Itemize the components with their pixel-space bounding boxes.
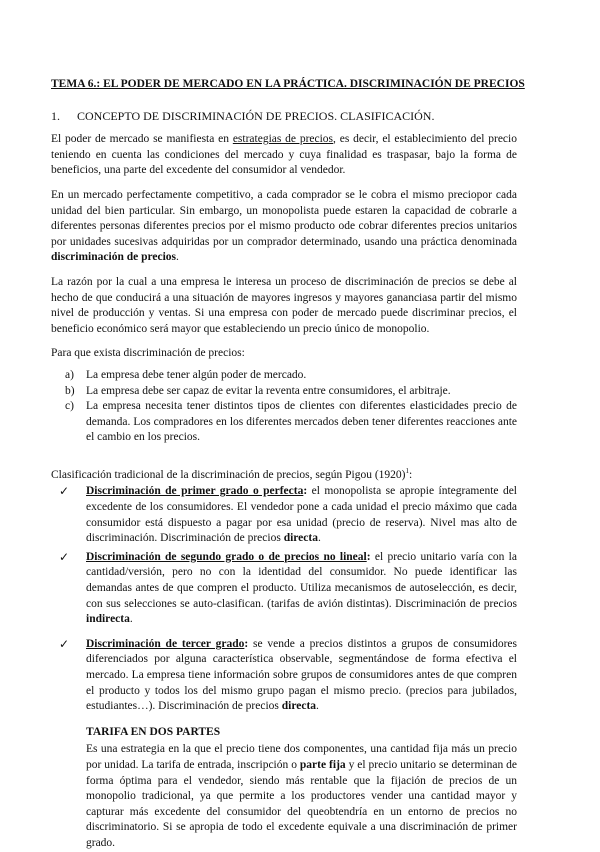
degree-end: . [129, 613, 133, 626]
section-heading [51, 109, 517, 125]
para2-post: . [176, 251, 179, 264]
list-item [51, 637, 517, 715]
list-label: c) [65, 400, 74, 413]
classification-colon: : [408, 468, 413, 481]
strategies-link: estrategias de precios [232, 133, 334, 146]
price-discrimination-term: discriminación de precios [51, 251, 177, 264]
checkmark-icon: ✓ [59, 636, 70, 651]
footnote-ref: 1 [405, 467, 409, 476]
classification-intro [51, 468, 517, 484]
degree-end: . [317, 532, 321, 545]
list-item [51, 484, 517, 546]
degree-type: directa [283, 532, 318, 545]
fixed-part-term: parte fija [299, 758, 346, 771]
page-title: TEMA 6.: EL PODER DE MERCADO EN LA PRÁCTICA. DISCRIMINACIÓN DE PRECIOS [51, 78, 525, 90]
para2-pre: En un mercado perfectamente competitivo, a cada comprador se le cobra el mismo preciopor cada unidad del bien particular. Sin embargo, un monopolista puede estaren la capacidad de cobrarle a diferentes personas diferentes precios por el mismo producto ode cobrar diferentes precios unitarios por unidades sucesivas adquiridas por un comprador determinado, usando una práctica denominada [51, 188, 517, 248]
paragraph-conditions-intro: Para que exista discriminación de precios: [51, 347, 245, 360]
degree-colon: : [303, 485, 308, 498]
list-text: La empresa necesita tener distintos tipos de clientes con diferentes elasticidades precio de demanda. Los compradores en los diferentes mercados deben tener diferentes reacciones ante el cambio en los precios. [86, 400, 517, 444]
degree-end: . [316, 700, 319, 713]
document-content [51, 77, 525, 852]
paragraph-reason: La razón por la cual a una empresa le interesa un proceso de discriminación de precios se debe al hecho de que conducirá a una situación de mayores ingresos y mayores gananciasa partir del mismo nivel de producción y ventas. Si una empresa con poder de mercado puede discriminar precios, el beneficio económico será mayor que estableciendo un precio único de monopolio. [51, 275, 517, 335]
list-item [51, 550, 517, 628]
list-text: La empresa debe tener algún poder de mercado. [86, 368, 307, 381]
paragraph-competitive-market [51, 188, 517, 266]
list-label: a) [65, 368, 74, 381]
tariff-pre: Es una estrategia en la que el precio tiene dos componentes, una cantidad fija más un precio por unidad. La tarifa de entrada, inscripción o [86, 743, 517, 771]
degree-name: Discriminación de segundo grado o de precios no lineal [86, 550, 367, 563]
para1-pre: El poder de mercado se manifiesta en [51, 133, 233, 146]
list-item [51, 384, 517, 400]
degree-text: se vende a precios distintos a grupos de consumidores diferenciados por alguna característica observable, segmentándose de forma efectiva el mercado. La empresa tiene información sobre grupos de consumidores antes de que compren el producto y todos los del mismo grupo pagan el mismo precio. (precios para jubilados, estudiantes…). Discriminación de precios [86, 637, 517, 713]
section-number: 1. [51, 108, 60, 123]
degree-colon: : [366, 550, 371, 563]
degree-colon: : [244, 637, 249, 650]
degrees-list [51, 484, 517, 714]
list-item [51, 399, 517, 446]
paragraph-market-power [51, 132, 517, 179]
classification-text: Clasificación tradicional de la discriminación de precios, según Pigou (1920) [51, 468, 406, 481]
conditions-list [51, 368, 517, 446]
list-label: b) [65, 384, 75, 397]
para1-post: , es decir, el establecimiento del precio teniendo en cuenta las condiciones del mercado y cuya finalidad es traspasar, bajo la forma de beneficios, una parte del excedente del consumidor al vendedor. [51, 133, 517, 177]
degree-name: Discriminación de tercer grado [86, 637, 245, 650]
tariff-paragraph [86, 742, 517, 851]
checkmark-icon: ✓ [59, 484, 70, 499]
section-title: CONCEPTO DE DISCRIMINACIÓN DE PRECIOS. CLASIFICACIÓN. [77, 108, 435, 123]
list-text: La empresa debe ser capaz de evitar la reventa entre consumidores, el arbitraje. [86, 384, 451, 397]
tariff-heading: TARIFA EN DOS PARTES [86, 725, 221, 738]
two-part-tariff-section [86, 725, 517, 852]
checkmark-icon: ✓ [59, 549, 70, 564]
tariff-post: y el precio unitario se determinan de forma óptima para el vendedor, siendo más rentable que la fijación de precios de un monopolio tradicional, ya que permite a los productores vender una cantidad mayor y capturar más excedente del consumidor del queobtendría en un entorno de precios no discriminatorio. Si se apropia de todo el excedente equivale a una discriminación de primer grado. [86, 758, 518, 849]
degree-name: Discriminación de primer grado o perfecta [86, 485, 304, 498]
degree-text: el precio unitario varía con la cantidad/versión, pero no con la identidad del consumidor. No puede identificar las demandas antes de que compren el producto. Utiliza mecanismos de autoselección, es decir, con sus selecciones se auto-clasifican. (tarifas de avión distintas). Discriminación de precios [86, 550, 517, 610]
degree-type: directa [281, 700, 317, 713]
list-item [51, 368, 517, 384]
degree-type: indirecta [86, 613, 130, 626]
degree-text: el monopolista se apropie íntegramente del excedente de los consumidores. El vendedor pone a cada unidad el precio máximo que cada consumidor está dispuesto a pagar por esa unidad (precio de reserva). Nivel mas alto de discriminación. Discriminación de precios [86, 485, 517, 545]
